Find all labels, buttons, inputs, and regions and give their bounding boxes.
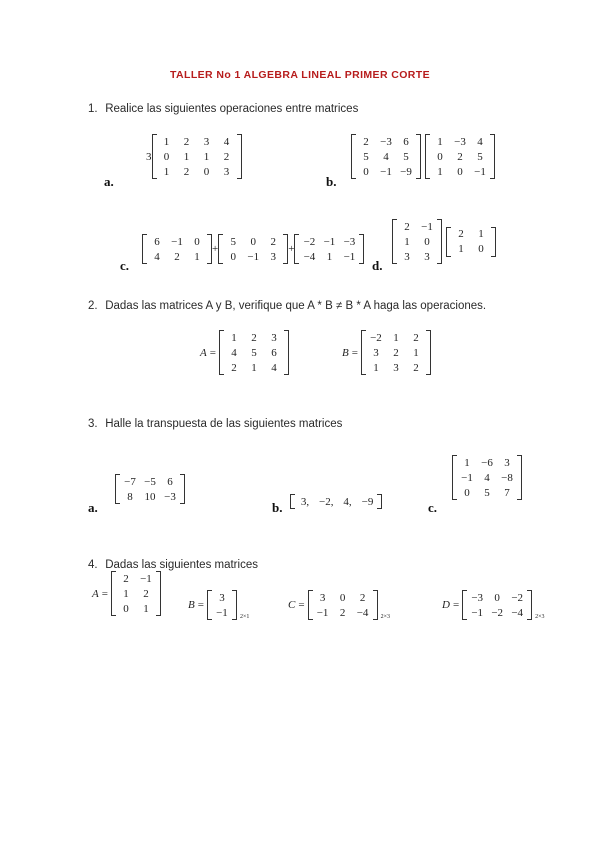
right-bracket	[426, 330, 431, 375]
matrix-entry: 2	[183, 135, 190, 148]
matrix-entry: 3	[203, 135, 210, 148]
right-bracket	[377, 494, 382, 509]
matrix-row	[397, 249, 437, 264]
matrix-entry: 1	[143, 602, 149, 615]
matrix-D-def	[442, 590, 545, 620]
matrix-entry: −9	[400, 165, 412, 178]
matrix-entry: 0	[203, 165, 210, 178]
matrix-entry: 2	[413, 331, 419, 344]
expr-1a	[146, 134, 242, 179]
matrix-entry: 1	[183, 150, 190, 163]
right-bracket	[517, 455, 522, 500]
matrix-row	[451, 227, 491, 242]
matrix-entry: 1	[123, 587, 129, 600]
matrix-grid	[430, 134, 490, 179]
matrix-entry: 2	[413, 361, 419, 374]
matrix-entry: −3	[380, 135, 392, 148]
matrix-entry: 1	[373, 361, 379, 374]
matrix-entry: 1	[231, 331, 237, 344]
right-bracket	[359, 234, 364, 264]
matrix	[152, 134, 242, 179]
matrix-entry: −2,	[319, 495, 334, 508]
matrix-entry: 2	[251, 331, 257, 344]
question-1	[88, 103, 358, 115]
matrix-grid	[451, 227, 491, 257]
matrix-row	[397, 219, 437, 234]
matrix-row	[366, 360, 426, 375]
matrix-row	[224, 330, 284, 345]
matrix-entry: 8	[127, 490, 133, 503]
matrix-entry: 0	[424, 235, 430, 248]
matrix	[290, 494, 382, 509]
equals-sign: =	[209, 346, 216, 359]
question-text: Dadas las siguientes matrices	[105, 559, 258, 571]
matrix-grid	[457, 455, 517, 500]
matrix-entry: 2	[270, 235, 276, 248]
matrix	[218, 234, 288, 264]
matrix-entry: 4	[484, 471, 490, 484]
matrix-row	[299, 249, 359, 264]
question-4	[88, 559, 258, 571]
matrix-entry: −6	[481, 456, 493, 469]
matrix-entry: −7	[124, 475, 136, 488]
matrix	[392, 219, 442, 264]
plus-sign: +	[212, 243, 219, 255]
matrix-entry: 4	[271, 361, 277, 374]
matrix-name: A	[200, 346, 207, 359]
matrix-entry: 7	[504, 486, 510, 499]
matrix-entry: −1	[461, 471, 473, 484]
matrix-grid	[147, 234, 207, 264]
matrix-entry: 3	[223, 165, 230, 178]
matrix-grid	[223, 234, 283, 264]
matrix-row	[116, 586, 156, 601]
matrix-entry: 1	[437, 165, 443, 178]
matrix-entry: 1	[194, 250, 200, 263]
matrix-grid	[212, 590, 232, 620]
dimension-subscript: 2×3	[535, 614, 545, 620]
matrix-row	[120, 489, 180, 504]
matrix-row	[224, 345, 284, 360]
right-bracket	[490, 134, 495, 179]
matrix-name: B	[342, 346, 349, 359]
matrix-entry: 1	[326, 250, 333, 263]
matrix-entry: 4	[154, 250, 160, 263]
matrix-entry: 2	[143, 587, 149, 600]
matrix	[351, 134, 421, 179]
matrix-entry: −3	[454, 135, 466, 148]
matrix	[111, 571, 161, 616]
matrix-row	[457, 470, 517, 485]
right-bracket	[527, 590, 532, 620]
equals-sign: =	[351, 346, 358, 359]
item-label: c.	[428, 500, 438, 515]
matrix-entry: −4	[303, 250, 316, 263]
matrix-B-def	[342, 330, 431, 375]
matrix	[425, 134, 495, 179]
matrix-grid	[120, 474, 180, 504]
question-text: Dadas las matrices A y B, verifique que A * B ≠ B * A haga las operaciones.	[105, 300, 487, 312]
matrix	[308, 590, 378, 620]
right-bracket	[491, 227, 496, 257]
expr-3b	[290, 494, 382, 514]
matrix-row	[457, 455, 517, 470]
matrix-entry: 1	[203, 150, 210, 163]
question-text: Realice las siguientes operaciones entre matrices	[105, 103, 359, 115]
dimension-subscript: 2×3	[380, 614, 390, 620]
matrix-entry: 0	[437, 150, 443, 163]
question-number: 3.	[88, 418, 98, 430]
matrix-entry: −3	[471, 591, 484, 604]
matrix-row	[116, 571, 156, 586]
matrix-entry: 4,	[343, 495, 352, 508]
matrix-grid	[224, 330, 284, 375]
equals-sign: =	[452, 599, 460, 611]
matrix-entry: 3	[270, 250, 276, 263]
matrix-entry: −1	[323, 235, 336, 248]
expr-3c	[452, 455, 522, 505]
matrix	[219, 330, 289, 375]
scalar: 3	[146, 150, 152, 163]
matrix	[294, 234, 364, 264]
matrix-row	[223, 249, 283, 264]
matrix-entry: 1	[413, 346, 419, 359]
matrix-row	[157, 164, 237, 179]
matrix-entry: 0	[194, 235, 200, 248]
matrix-entry: −5	[144, 475, 156, 488]
matrix-row	[120, 474, 180, 489]
matrix-row	[116, 601, 156, 616]
matrix-A-def	[200, 330, 289, 375]
matrix-row	[313, 605, 373, 620]
matrix-entry: 1	[404, 235, 410, 248]
matrix-entry: −1	[380, 165, 392, 178]
matrix-entry: −9	[361, 495, 374, 508]
matrix-entry: −1	[471, 606, 484, 619]
item-label: b.	[272, 500, 283, 515]
matrix-entry: 3	[219, 591, 225, 604]
matrix-entry: 1	[458, 243, 464, 255]
matrix-entry: 3	[424, 250, 430, 263]
matrix-entry: 1	[437, 135, 443, 148]
matrix-entry: 2	[458, 228, 464, 240]
question-number: 4.	[88, 559, 98, 571]
matrix-entry: −2	[303, 235, 316, 248]
matrix-entry: 5	[363, 150, 369, 163]
matrix	[446, 227, 496, 257]
matrix-row	[356, 164, 416, 179]
matrix-entry: 2	[363, 135, 369, 148]
matrix-row	[295, 494, 377, 509]
matrix-A-def	[92, 571, 161, 616]
matrix-name: A	[92, 587, 99, 600]
matrix-entry: 0	[339, 591, 346, 604]
matrix-grid	[313, 590, 373, 620]
matrix-entry: 0	[163, 150, 170, 163]
item-label: d.	[372, 258, 383, 273]
question-number: 2.	[88, 300, 98, 312]
matrix-entry: 2	[223, 150, 230, 163]
matrix-entry: −1	[247, 250, 260, 263]
matrix-row	[366, 330, 426, 345]
equals-sign: =	[298, 599, 305, 611]
matrix-entry: 2	[339, 606, 346, 619]
matrix-row	[397, 234, 437, 249]
item-label: c.	[120, 258, 130, 273]
matrix-grid	[366, 330, 426, 375]
plus-sign: +	[288, 243, 295, 255]
question-2	[88, 300, 486, 312]
matrix-entry: 5	[251, 346, 257, 359]
matrix-entry: 2	[457, 150, 463, 163]
dimension-subscript: 2×1	[239, 614, 250, 620]
matrix-entry: 2	[123, 572, 129, 585]
matrix-entry: −2	[511, 591, 524, 604]
question-text: Halle la transpuesta de las siguientes matrices	[105, 418, 343, 430]
matrix-entry: 4	[231, 346, 237, 359]
question-3	[88, 418, 342, 430]
matrix-row	[299, 234, 359, 249]
matrix-entry: 3	[271, 331, 277, 344]
matrix-C-def	[288, 590, 390, 620]
matrix-row	[430, 134, 490, 149]
matrix-entry: 1	[251, 361, 257, 374]
matrix-entry: 1	[393, 331, 399, 344]
matrix-entry: 0	[363, 165, 369, 178]
matrix-name: B	[188, 599, 195, 611]
matrix	[207, 590, 237, 620]
right-bracket	[232, 590, 237, 620]
matrix-entry: 6	[167, 475, 173, 488]
matrix-entry: 0	[478, 243, 484, 255]
matrix-grid	[157, 134, 237, 179]
matrix-entry: −3	[164, 490, 176, 503]
matrix-entry: 3	[504, 456, 510, 469]
matrix-row	[356, 149, 416, 164]
expr-1d	[392, 219, 496, 264]
matrix-entry: 2	[183, 165, 190, 178]
matrix-entry: −1	[343, 250, 356, 263]
matrix-row	[157, 134, 237, 149]
expr-1c	[142, 234, 364, 264]
matrix-entry: −2	[370, 331, 382, 344]
matrix-grid	[299, 234, 359, 264]
matrix-entry: 2	[404, 220, 410, 233]
matrix-entry: 5	[477, 150, 483, 163]
right-bracket	[180, 474, 185, 504]
matrix-entry: −2	[491, 606, 504, 619]
matrix-row	[147, 234, 207, 249]
matrix-entry: 0	[464, 486, 470, 499]
matrix-entry: −1	[216, 606, 228, 619]
matrix-entry: −1	[421, 220, 433, 233]
matrix-B-def	[188, 590, 249, 620]
matrix-entry: 0	[250, 235, 256, 248]
matrix-entry: 1	[478, 228, 484, 240]
matrix-entry: 0	[457, 165, 463, 178]
matrix-grid	[295, 494, 377, 509]
matrix-entry: 3	[393, 361, 399, 374]
matrix-entry: 3,	[300, 495, 310, 508]
matrix-entry: 0	[123, 602, 129, 615]
matrix-entry: 6	[271, 346, 277, 359]
matrix-entry: −4	[511, 606, 524, 619]
matrix-entry: −1	[316, 606, 329, 619]
matrix-row	[451, 242, 491, 257]
item-label: a.	[88, 500, 98, 515]
matrix-entry: 3	[404, 250, 410, 263]
matrix-entry: 4	[477, 135, 483, 148]
matrix-row	[430, 164, 490, 179]
matrix-grid	[397, 219, 437, 264]
expr-3a	[115, 474, 185, 509]
matrix-entry: 2	[174, 250, 180, 263]
matrix-entry: −8	[501, 471, 513, 484]
right-bracket	[437, 219, 442, 264]
matrix-entry: 5	[403, 150, 409, 163]
matrix-entry: 1	[163, 165, 170, 178]
matrix-name: D	[442, 599, 450, 611]
matrix-row	[457, 485, 517, 500]
matrix-entry: 3	[373, 346, 379, 359]
matrix-entry: 2	[231, 361, 237, 374]
equals-sign: =	[101, 587, 108, 600]
right-bracket	[416, 134, 421, 179]
matrix-entry: 3	[319, 591, 326, 604]
matrix-entry: 6	[154, 235, 160, 248]
matrix-row	[157, 149, 237, 164]
matrix-row	[467, 590, 527, 605]
matrix-grid	[116, 571, 156, 616]
item-label: b.	[326, 174, 337, 189]
matrix-entry: −4	[356, 606, 369, 619]
matrix	[462, 590, 532, 620]
matrix-row	[224, 360, 284, 375]
matrix-entry: 5	[484, 486, 490, 499]
matrix-entry: −3	[343, 235, 356, 248]
matrix-entry: 0	[494, 591, 500, 604]
matrix-row	[223, 234, 283, 249]
matrix-entry: 2	[393, 346, 399, 359]
matrix-row	[430, 149, 490, 164]
matrix-entry: 1	[163, 135, 170, 148]
matrix-grid	[467, 590, 527, 620]
matrix-entry: 1	[464, 456, 470, 469]
matrix-entry: 4	[383, 150, 389, 163]
matrix-row	[212, 590, 232, 605]
matrix-row	[467, 605, 527, 620]
matrix-entry: 4	[223, 135, 230, 148]
matrix-entry: 10	[144, 490, 156, 503]
right-bracket	[284, 330, 289, 375]
page-title: TALLER No 1 ALGEBRA LINEAL PRIMER CORTE	[169, 69, 431, 81]
right-bracket	[237, 134, 242, 179]
item-label: a.	[104, 174, 114, 189]
matrix-entry: −1	[171, 235, 183, 248]
matrix-grid	[356, 134, 416, 179]
expr-1b	[351, 134, 495, 179]
matrix	[115, 474, 185, 504]
matrix-entry: 0	[230, 250, 236, 263]
right-bracket	[373, 590, 378, 620]
question-number: 1.	[88, 103, 98, 115]
matrix	[142, 234, 212, 264]
matrix-name: C	[288, 599, 296, 611]
matrix-entry: 6	[403, 135, 409, 148]
matrix-entry: 2	[359, 591, 366, 604]
matrix-entry: −1	[474, 165, 486, 178]
equals-sign: =	[197, 599, 204, 611]
matrix-row	[356, 134, 416, 149]
matrix-row	[366, 345, 426, 360]
matrix-entry: −1	[140, 572, 152, 585]
matrix-entry: 5	[230, 235, 236, 248]
matrix-row	[147, 249, 207, 264]
matrix	[361, 330, 431, 375]
matrix-row	[313, 590, 373, 605]
matrix-row	[212, 605, 232, 620]
matrix	[452, 455, 522, 500]
right-bracket	[156, 571, 161, 616]
